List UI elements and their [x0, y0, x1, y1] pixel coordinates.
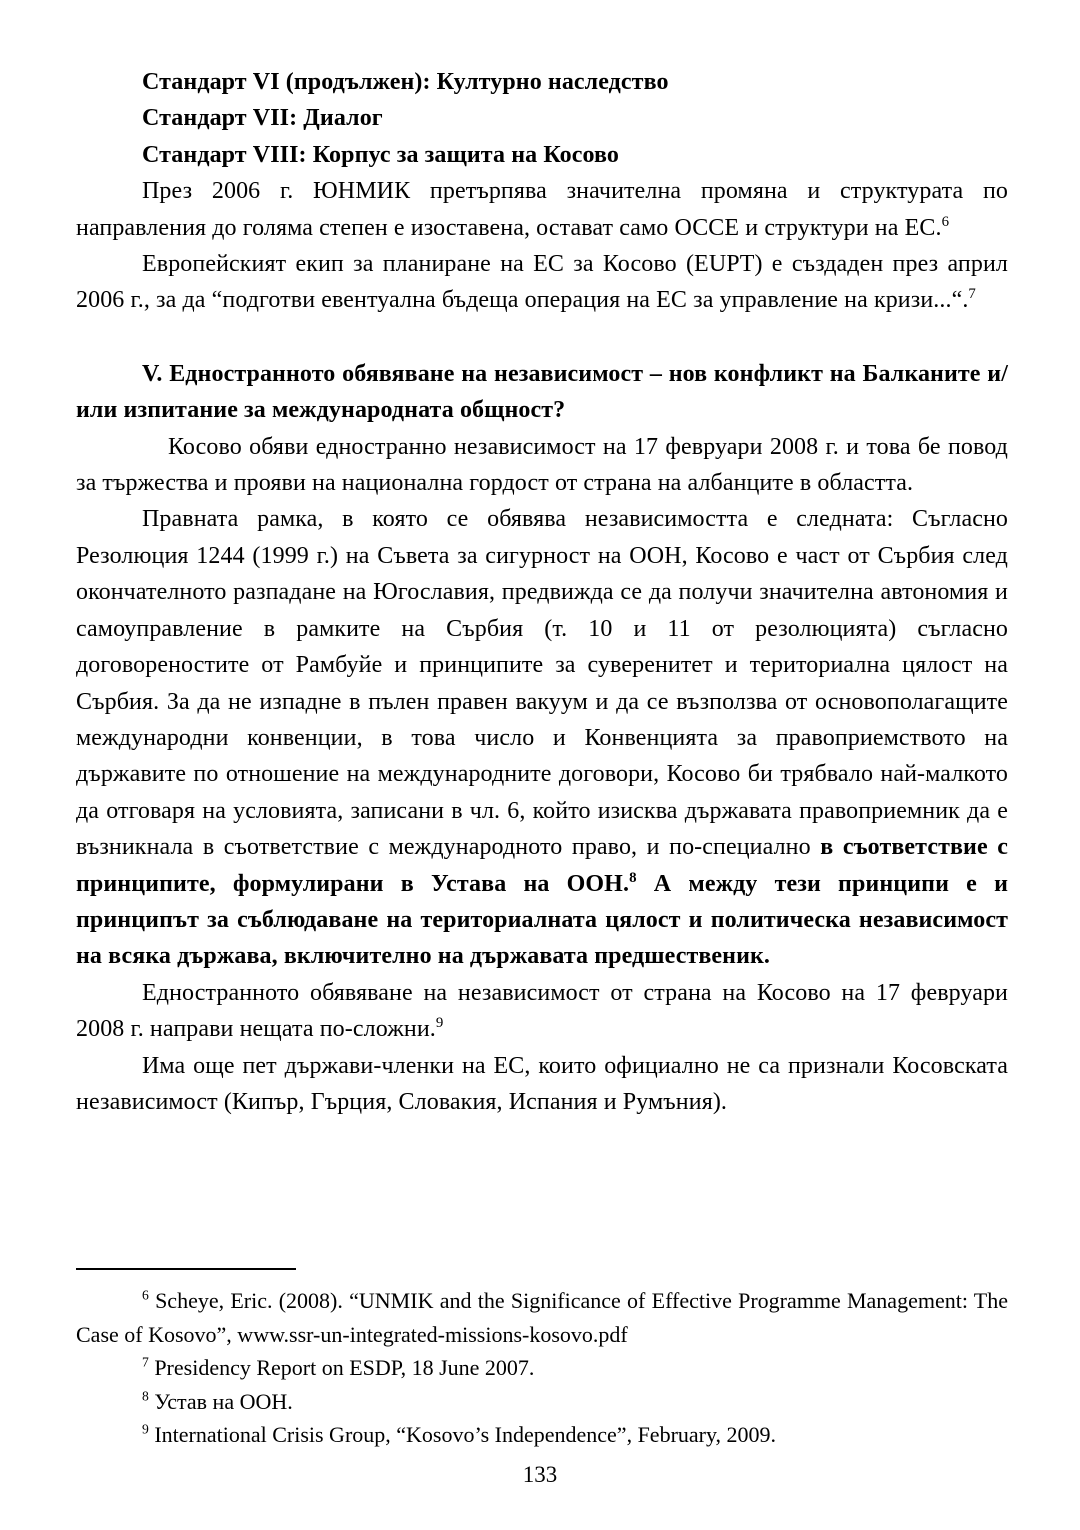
paragraph-eu-member-states	[76, 1048, 1008, 1121]
footnote-separator	[76, 1268, 296, 1270]
text-run: Стандарт VI (продължен): Културно наследство	[142, 69, 669, 95]
footnote-marker: 9	[142, 1422, 149, 1438]
text-run: Scheye, Eric. (2008). “UNMIK and the Significance of Effective Programme Management: The Case of Kosovo”, www.ssr-un-integrated-missions-kosovo.pdf	[76, 1288, 1008, 1347]
footnote-marker: 8	[629, 869, 637, 886]
text-run: А между тези принципи е и принципът за съблюдаване на териториалната цялост и политическа независимост на всяка държава, включително на държавата предшественик.	[76, 870, 1009, 970]
text-run: През 2006 г. ЮНМИК претърпява значителна промяна и структурата по направления до голяма степен е изоставена, остават само ОССЕ и структури на ЕС.	[76, 178, 1008, 241]
footnote-marker: 7	[968, 286, 976, 303]
standard-vi-heading	[76, 64, 1008, 100]
footnote-marker: 9	[435, 1015, 444, 1032]
paragraph-complications	[76, 975, 1008, 1048]
paragraph-legal-framework	[76, 501, 1008, 974]
text-run: Косово обяви едностранно независимост на 17 февруари 2008 г. и това бе повод за тържества и прояви на национална гордост от страна на албанците в областта.	[76, 433, 1008, 497]
section-v-heading	[76, 356, 1008, 429]
footnote-marker: 6	[142, 1287, 149, 1303]
footnote-7	[76, 1351, 1008, 1385]
document-body	[76, 64, 1008, 1120]
standard-vii-heading	[76, 100, 1008, 136]
footnote-marker: 8	[142, 1388, 149, 1404]
paragraph-eupt	[76, 246, 1008, 319]
page-number: 133	[522, 1462, 558, 1487]
footnote-marker: 6	[941, 213, 950, 230]
text-run: Стандарт VIII: Корпус за защита на Косово	[142, 141, 619, 168]
footnote-6	[76, 1284, 1008, 1351]
paragraph-declaration	[76, 429, 1008, 502]
text-run: Устав на ООН.	[148, 1388, 293, 1414]
text-run: Правната рамка, в която се обявява независимостта е следната: Съгласно Резолюция 1244 (1999 г.) на Съвета за сигурност на ООН, Косово е част от Сърбия след окончателното разпадане на Югославия, предвижда се да получи значителна автономия и самоуправление в рамките на Сърбия (т. 10 и 11 от резолюцията) съгласно договореностите от Рамбуйе и принципите за суверенитет и териториална цялост на Сърбия. За да не изпадне в пълен правен вакуум и да се възползва от основополагащите международни конвенции, в това число и Конвенцията за правоприемството на държавите по отношение на международните договори, Косово би трябвало най-малкото да отговаря на условията, записани в чл. 6, който изисква държавата правоприемник да е възникнала в съответствие с международното право, и по-специално	[76, 506, 1008, 861]
standard-viii-heading	[76, 137, 1008, 173]
text-run: Presidency Report on ESDP, 18 June 2007.	[148, 1355, 535, 1381]
footnote-9	[76, 1418, 1008, 1452]
text-run: Едностранното обявяване на независимост от страна на Косово на 17 февруари 2008 г. направи нещата по-сложни.	[76, 979, 1008, 1043]
footnotes	[76, 1284, 1008, 1452]
text-run: International Crisis Group, “Kosovo’s Independence”, February, 2009.	[148, 1422, 777, 1448]
paragraph-unmik-2006	[76, 173, 1008, 246]
text-run: Има още пет държави-членки на ЕС, които официално не са признали Косовската независимост (Кипър, Гърция, Словакия, Испания и Румъния).	[76, 1052, 1008, 1115]
text-run: Стандарт VII: Диалог	[142, 105, 383, 132]
footnote-marker: 7	[142, 1354, 149, 1370]
text-run: V. Едностранното обявяване на независимост – нов конфликт на Балканите и/или изпитание за международната общност?	[76, 360, 1008, 424]
footnote-8	[76, 1385, 1008, 1419]
text-run: в съответствие с принципите, формулирани в Устава на ООН.	[76, 834, 1008, 897]
text-run: Европейският екип за планиране на ЕС за Косово (EUPT) е създаден през април 2006 г., за да “подготви евентуална бъдеща операция на ЕС за управление на кризи...“.	[76, 251, 1008, 314]
footnote-area	[76, 1268, 1008, 1452]
